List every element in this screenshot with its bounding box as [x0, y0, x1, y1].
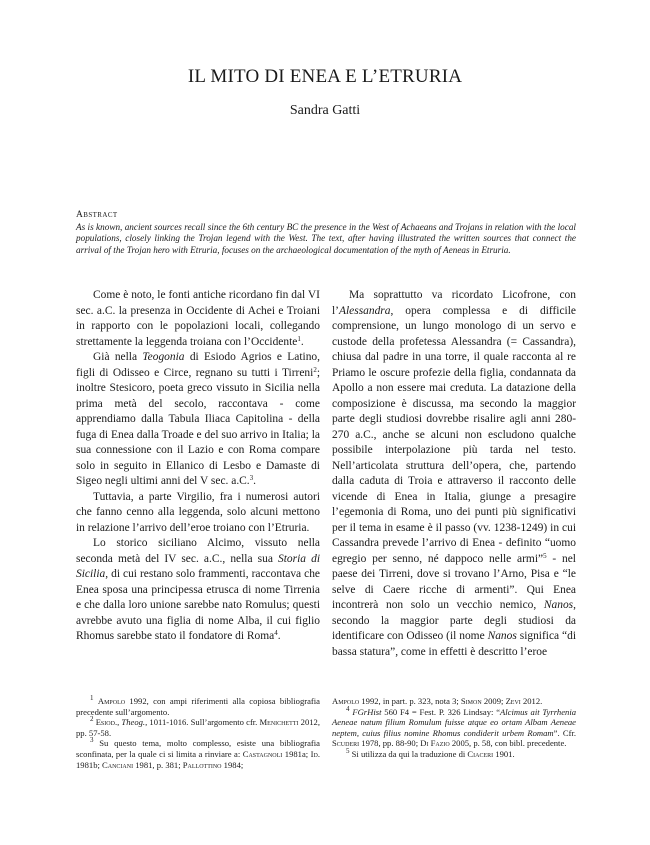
footnote-ref[interactable]: 3 — [249, 474, 254, 482]
paragraph: Lo storico siciliano Alcimo, vissuto nella seconda metà del IV sec. a.C., nella sua Storia di Sicilia, di cui restano solo frammenti, raccontava che Enea sposa una principessa etrusca di nome Tirrenia e che dalla loro unione sarebbe nato Romulus; questi avrebbe avuto una figlia di nome Alba, il cui figlio Rhomus sarebbe stato il fondatore di Roma$^4$. — [76, 537, 321, 642]
paragraph: Tuttavia, a parte Virgilio, fra i numerosi autori che fanno cenno alla leggenda, solo alcuni mettono in relazione l’arrivo dell’eroe troiano con l’Etruria. — [76, 490, 320, 534]
abstract-text: As is known, ancient sources recall since the 6th century BC the presence in the West of Achaeans and Trojans in relation with the local populations, closely linking the Trojan legend with the West. The text, after having illustrated the written sources that connect the arrival of the Trojan hero with Etruria, focuses on the archaeological documentation of the myth of Aeneas in Etruria. — [76, 221, 576, 255]
body-column-right — [332, 288, 576, 660]
footnote-3: $^3$ Su questo tema, molto complesso, esiste una bibliografia sconfinata, per la quale ci si limita a rinviare a: Castagnoli 1981a; Id. 1981b; Canciani 1981, p. 381; Pallottino 1984; — [76, 736, 320, 770]
page-title: IL MITO DI ENEA E L’ETRURIA — [187, 66, 463, 87]
footnotes-left — [76, 696, 320, 770]
footnote-ref[interactable]: 1 — [297, 334, 301, 343]
footnote-2: $^2$ Esiod., Theog., 1011-1016. Sull’argomento cfr. Menichetti 2012, pp. 57-58. — [76, 715, 320, 738]
footnotes-right — [332, 696, 576, 760]
footnote-3-continued: Ampolo 1992, in part. p. 323, nota 3; Simon 2009; Zevi 2012. — [332, 696, 543, 706]
abstract — [76, 210, 576, 256]
body-column-left — [76, 288, 320, 645]
author-name: Sandra Gatti — [289, 103, 361, 118]
footnote-ref[interactable]: 5 — [543, 551, 547, 560]
paragraph: Ma soprattutto va ricordato Licofrone, con l’Alessandra, opera complessa e di difficile comprensione, un lungo monologo di un servo e custode della profetessa Alessandra (= Cassandra), chiusa dal padre in una torre, il quale racconta al re Priamo le oscure profezie della figlia, condannata da Apollo a non essere mai creduta. La datazione della composizione è discussa, ma secondo la maggior parte degli studiosi dovrebbe risalire agli anni 280-270 a.C., anche se alcuni non escludono qualche possibile interpolazione più tarda nel testo. Nell’articolata struttura dell’opera, che, partendo dalla caduta di Troia e attraverso il racconto delle vicende di Enea in Italia, giunge a presagire l’egemonia di Roma, uno dei punti più significativi per il tema in esame è il passo (vv. 1238-1249) in cui Cassandra prevede l’arrivo di Enea - definito “uomo egregio per senno, né dappoco nelle armi”$^5$ - nel paese dei Tirreni, dove si trovano l’Arno, Pisa e “le selve di Caere ricche di armenti”. Qui Enea incontrerà non solo un vecchio nemico, Nanos, secondo la maggior parte degli studiosi da identificare con Odisseo (il nome Nanos significa “di bassa statura”, come in effetti è descritto l’eroe — [332, 289, 577, 658]
footnote-ref[interactable]: 4 — [274, 629, 278, 637]
abstract-heading: Abstract — [76, 210, 118, 220]
footnote-1: $^1$ Ampolo 1992, con ampi riferimenti alla copiosa bibliografia precedente sull’argomento. — [76, 694, 320, 717]
footnote-5: $^5$ Si utilizza da qui la traduzione di Ciaceri 1901. — [346, 746, 515, 759]
paragraph: Come è noto, le fonti antiche ricordano fin dal VI sec. a.C. la presenza in Occidente di Achei e Troiani in rapporto con le popolazioni locali, collegando strettamente la leggenda troiana con l’Occidente$^1$. — [76, 289, 320, 348]
footnote-4: $^4$ FGrHist 560 F4 = Fest. P. 326 Lindsay: “Alcimus ait Tyrrhenia Aeneae natum filium Romulum fuisse atque eo ortam Albam Aeneae neptem, cuius filius nomine Rhomus condiderit urbem Romam”. Cfr. Scuderi 1978, pp. 88-90; Di Fazio 2005, p. 58, con bibl. precedente. — [332, 704, 577, 749]
footnote-ref[interactable]: 2 — [313, 365, 317, 374]
paragraph: Già nella Teogonia di Esiodo Agrios e Latino, figli di Odisseo e Circe, regnano su tutti i Tirreni$^2$; inoltre Stesicoro, poeta greco vissuto in Sicilia nella prima metà del secolo, raccontava - come apprendiamo dalla Tabula Iliaca Capitolina - della fuga di Enea dalla Troade e del suo arrivo in Italia; la sua connessione con il Lazio e con Roma compare solo in seguito in Ellanico di Lesbo e Damaste di Sigeo negli ultimi anni del V sec. a.C.$^3$. — [76, 351, 321, 487]
